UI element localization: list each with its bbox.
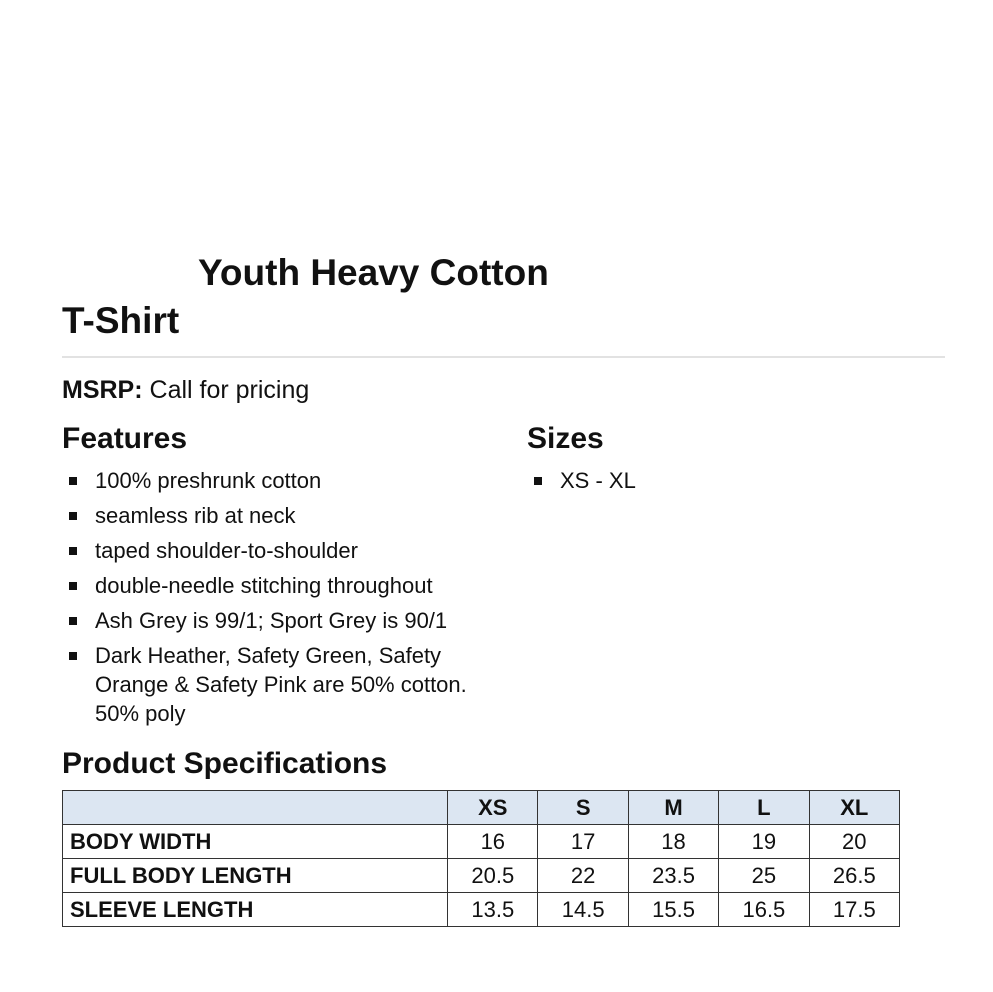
table-cell: 20.5	[448, 859, 538, 893]
table-cell: 13.5	[448, 893, 538, 927]
size-column-header: XS	[448, 791, 538, 825]
product-title-continued: T-Shirt	[62, 300, 180, 341]
table-cell: 18	[628, 825, 718, 859]
row-label: FULL BODY LENGTH	[63, 859, 448, 893]
table-row	[63, 893, 900, 927]
square-bullet-icon	[534, 477, 542, 485]
table-row	[63, 859, 900, 893]
square-bullet-icon	[69, 582, 77, 590]
square-bullet-icon	[69, 547, 77, 555]
square-bullet-icon	[69, 652, 77, 660]
feature-text: taped shoulder-to-shoulder	[95, 538, 358, 563]
feature-text: Dark Heather, Safety Green, Safety Orange & Safety Pink are 50% cotton. 50% poly	[95, 643, 467, 726]
features-heading: Features	[62, 422, 188, 455]
table-cell: 19	[719, 825, 809, 859]
table-cell: 20	[809, 825, 899, 859]
size-item	[527, 466, 827, 495]
feature-item	[62, 571, 502, 600]
table-corner-cell	[63, 791, 448, 825]
table-cell: 23.5	[628, 859, 718, 893]
square-bullet-icon	[69, 512, 77, 520]
square-bullet-icon	[69, 477, 77, 485]
size-column-header: L	[719, 791, 809, 825]
sizes-heading: Sizes	[527, 422, 604, 455]
feature-text: double-needle stitching throughout	[95, 573, 433, 598]
square-bullet-icon	[69, 617, 77, 625]
feature-item	[62, 641, 502, 728]
row-label: BODY WIDTH	[63, 825, 448, 859]
feature-item	[62, 536, 502, 565]
table-cell: 17	[538, 825, 628, 859]
size-column-header: M	[628, 791, 718, 825]
feature-text: Ash Grey is 99/1; Sport Grey is 90/1	[95, 608, 448, 633]
size-text: XS - XL	[560, 468, 636, 493]
table-cell: 26.5	[809, 859, 899, 893]
msrp-label: MSRP:	[62, 376, 143, 404]
specifications-heading: Product Specifications	[62, 747, 388, 780]
sizes-list	[527, 466, 827, 501]
size-column-header: S	[538, 791, 628, 825]
table-cell: 14.5	[538, 893, 628, 927]
specifications-table	[62, 790, 900, 927]
feature-item	[62, 606, 502, 635]
msrp-value: Call for pricing	[149, 376, 310, 404]
table-header-row	[63, 791, 900, 825]
table-cell: 16.5	[719, 893, 809, 927]
feature-text: seamless rib at neck	[95, 503, 296, 528]
title-divider	[62, 356, 945, 358]
table-cell: 25	[719, 859, 809, 893]
table-cell: 17.5	[809, 893, 899, 927]
table-row	[63, 825, 900, 859]
table-cell: 16	[448, 825, 538, 859]
msrp-line	[62, 374, 309, 406]
feature-text: 100% preshrunk cotton	[95, 468, 322, 493]
product-title: Youth Heavy Cotton	[198, 252, 549, 293]
feature-item	[62, 501, 502, 530]
row-label: SLEEVE LENGTH	[63, 893, 448, 927]
table-cell: 22	[538, 859, 628, 893]
size-column-header: XL	[809, 791, 899, 825]
feature-item	[62, 466, 502, 495]
features-list	[62, 466, 502, 734]
table-cell: 15.5	[628, 893, 718, 927]
